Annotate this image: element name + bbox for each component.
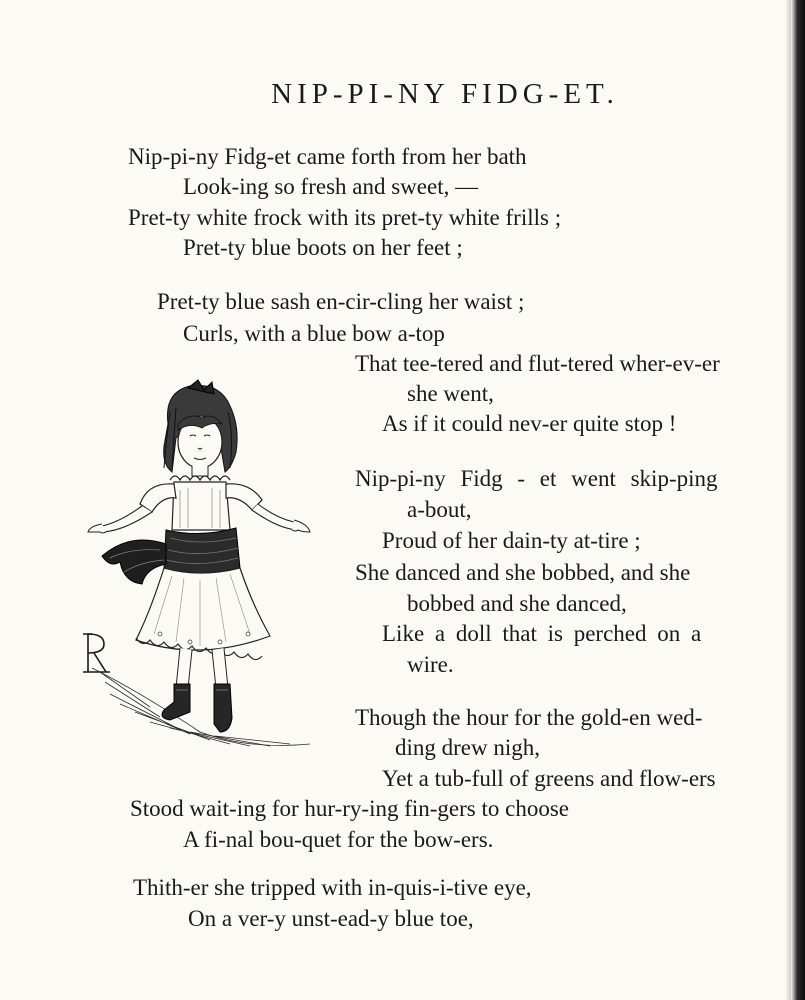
book-spine-edge <box>791 0 805 1000</box>
poem-line: a-bout, <box>407 497 472 522</box>
monogram-r-icon <box>83 634 110 672</box>
poem-line: Pret-ty blue boots on her feet ; <box>183 235 463 260</box>
poem-line: That tee-tered and flut-tered wher-ev-er <box>355 351 720 376</box>
right-boot <box>214 684 232 732</box>
poem-line: Stood wait-ing for hur-ry-ing fin-gers to choose <box>130 796 569 821</box>
frilled-skirt <box>136 568 270 650</box>
poem-line: Curls, with a blue bow a-top <box>183 321 445 346</box>
poem-line: As if it could nev-er quite stop ! <box>382 411 677 436</box>
ground-shading <box>92 668 310 746</box>
poem-line: Nip-pi-ny Fidg - et went skip-ping <box>355 466 718 491</box>
poem-line: bobbed and she danced, <box>407 591 627 616</box>
girl-dancing-illustration <box>80 372 320 762</box>
left-sleeve <box>140 484 176 512</box>
poem-line: Pret-ty blue sash en-cir-cling her waist ; <box>157 289 525 314</box>
poem-line: On a ver-y unst-ead-y blue toe, <box>188 906 474 931</box>
poem-line: wire. <box>407 652 454 677</box>
right-hand <box>292 520 310 532</box>
poem-line: A fi-nal bou-quet for the bow-ers. <box>183 827 494 852</box>
poem-line: Look-ing so fresh and sweet, — <box>183 174 479 199</box>
poem-line: Like a doll that is perched on a <box>382 621 702 646</box>
poem-line: Proud of her dain-ty at-tire ; <box>382 528 641 553</box>
poem-line: Thith-er she tripped with in-quis-i-tive eye, <box>133 875 532 900</box>
poem-line: ding drew nigh, <box>395 735 541 760</box>
poem-line: Yet a tub-full of greens and flow-ers <box>382 766 716 791</box>
collar-ruffle <box>170 476 230 480</box>
left-boot <box>162 684 190 720</box>
poem-line: she went, <box>407 381 494 406</box>
poem-title: NIP-PI-NY FIDG-ET. <box>271 78 619 110</box>
poem-line: She danced and she bobbed, and she <box>355 560 691 585</box>
poem-line: Though the hour for the gold-en wed- <box>355 705 703 730</box>
poem-line: Nip-pi-ny Fidg-et came forth from her bath <box>128 144 527 169</box>
poem-line: Pret-ty white frock with its pret-ty white frills ; <box>128 205 562 230</box>
